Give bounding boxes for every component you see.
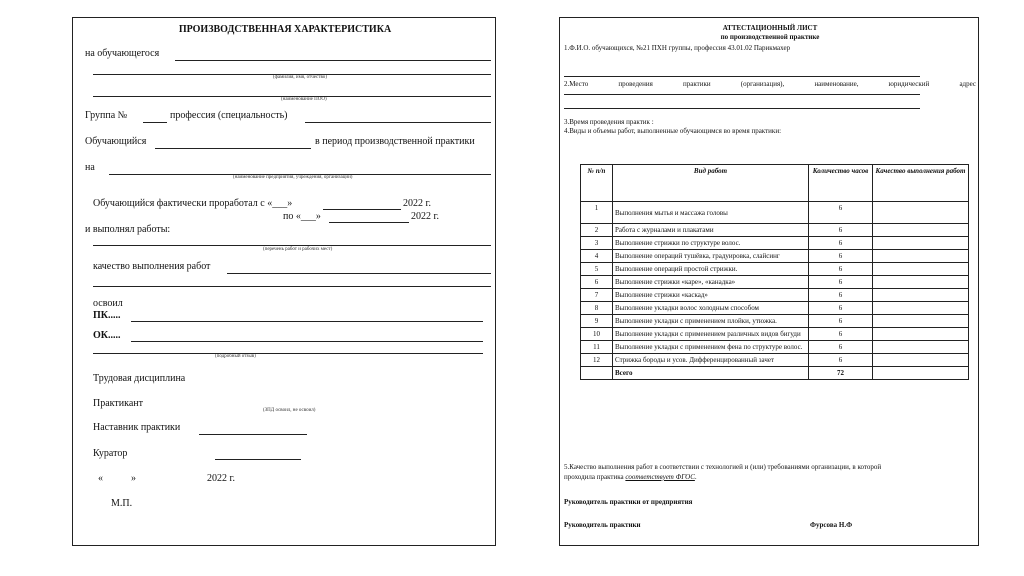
row-hours: 6 bbox=[809, 250, 873, 263]
item-2-line-2 bbox=[564, 108, 920, 109]
discipline-label: Трудовая дисциплина bbox=[93, 373, 186, 384]
row-number: 4 bbox=[581, 250, 613, 263]
group-line bbox=[143, 122, 167, 123]
item-2-word: адрес bbox=[959, 80, 976, 88]
header-quality: Качество выполнения работ bbox=[873, 165, 969, 202]
table-row bbox=[581, 328, 969, 341]
duties-text: и выполнял работы: bbox=[85, 224, 171, 235]
row-work-name: Выполнение операций тушёвка, градуировка, слайсинг bbox=[613, 250, 809, 263]
row-work-name: Выполнение стрижки «каре», «канадка» bbox=[613, 276, 809, 289]
row-number: 12 bbox=[581, 354, 613, 367]
duties-line bbox=[93, 245, 491, 246]
period-text: в период производственной практики bbox=[315, 136, 475, 147]
row-hours: 6 bbox=[809, 224, 873, 237]
header-number: № п/п bbox=[581, 165, 613, 202]
row-work-name: Выполнение укладки с применением плойки, утюжка. bbox=[613, 315, 809, 328]
item-5-line-1: 5.Качество выполнения работ в соответствии с технологией и (или) требованиями организации, в которой bbox=[564, 463, 882, 471]
row-quality bbox=[873, 354, 969, 367]
item-5-end: . bbox=[694, 473, 697, 481]
table-row bbox=[581, 250, 969, 263]
row-quality bbox=[873, 315, 969, 328]
table-row bbox=[581, 237, 969, 250]
row-work-name: Выполнение операций простой стрижки. bbox=[613, 263, 809, 276]
item-2-word: практики bbox=[683, 80, 711, 88]
quality-line bbox=[227, 273, 491, 274]
row-work-name: Выполнение укладки с применением различных видов бигуди bbox=[613, 328, 809, 341]
header-work-type: Вид работ bbox=[613, 165, 809, 202]
row-number: 1 bbox=[581, 202, 613, 224]
pk-line bbox=[131, 321, 483, 322]
year-2: 2022 г. bbox=[411, 211, 439, 222]
hint-org: (наименование ПОО) bbox=[281, 97, 327, 102]
item-1-line bbox=[564, 76, 920, 77]
to-text: по «___» bbox=[283, 211, 321, 222]
row-quality bbox=[873, 224, 969, 237]
worked-line-1 bbox=[323, 209, 401, 210]
row-hours: 6 bbox=[809, 354, 873, 367]
date-open: « bbox=[98, 473, 103, 484]
total-hours: 72 bbox=[809, 367, 873, 380]
student-line-2 bbox=[155, 148, 311, 149]
table-row bbox=[581, 341, 969, 354]
table-row bbox=[581, 276, 969, 289]
table-header-row bbox=[581, 165, 969, 202]
mastered-label: освоил bbox=[93, 298, 123, 309]
curator-line bbox=[215, 459, 301, 460]
row-number: 6 bbox=[581, 276, 613, 289]
date-year: 2022 г. bbox=[207, 473, 235, 484]
row-number: 2 bbox=[581, 224, 613, 237]
table-row bbox=[581, 202, 969, 224]
worked-text: Обучающийся фактически проработал с «___» bbox=[93, 198, 293, 209]
quality-label: качество выполнения работ bbox=[93, 261, 211, 272]
row-work-name: Выполнение укладки с применением фена по структуре волос. bbox=[613, 341, 809, 354]
row-hours: 6 bbox=[809, 302, 873, 315]
item-3: 3.Время проведения практик : bbox=[564, 118, 654, 126]
row-quality bbox=[873, 237, 969, 250]
item-2 bbox=[564, 80, 976, 88]
row-work-name: Выполнение стрижки «каскад» bbox=[613, 289, 809, 302]
row-number: 7 bbox=[581, 289, 613, 302]
row-quality bbox=[873, 341, 969, 354]
row-number: 3 bbox=[581, 237, 613, 250]
worked-line-2 bbox=[329, 222, 409, 223]
quality-line-2 bbox=[93, 286, 491, 287]
characteristic-title: ПРОИЗВОДСТВЕННАЯ ХАРАКТЕРИСТИКА bbox=[178, 24, 392, 35]
student-label-2: Обучающийся bbox=[85, 136, 147, 147]
head-name: Фурсова Н.Ф bbox=[810, 521, 853, 529]
attestation-document bbox=[559, 17, 979, 546]
row-work-name: Выполнение стрижки по структуре волос. bbox=[613, 237, 809, 250]
row-quality bbox=[873, 263, 969, 276]
ok-line bbox=[131, 341, 483, 342]
row-quality bbox=[873, 202, 969, 224]
row-number: 11 bbox=[581, 341, 613, 354]
row-hours: 6 bbox=[809, 276, 873, 289]
row-hours: 6 bbox=[809, 315, 873, 328]
head-practice: Руководитель практики bbox=[564, 521, 641, 529]
item-5-link: соответствует ФГОС bbox=[625, 473, 695, 481]
total-label: Всего bbox=[613, 367, 809, 380]
table-row bbox=[581, 289, 969, 302]
attestation-title: АТТЕСТАЦИОННЫЙ ЛИСТ bbox=[722, 24, 818, 32]
trainee-label: Практикант bbox=[93, 398, 143, 409]
item-5-prefix: проходила практика bbox=[564, 473, 624, 481]
student-label: на обучающегося bbox=[85, 48, 160, 59]
row-quality bbox=[873, 250, 969, 263]
table-total-row bbox=[581, 367, 969, 380]
row-number: 9 bbox=[581, 315, 613, 328]
curator-label: Куратор bbox=[93, 448, 128, 459]
ok-label: ОК..... bbox=[93, 330, 121, 341]
table-row bbox=[581, 302, 969, 315]
item-2-word: 2.Место bbox=[564, 80, 589, 88]
head-enterprise: Руководитель практики от предприятия bbox=[564, 498, 693, 506]
row-number: 10 bbox=[581, 328, 613, 341]
row-number: 5 bbox=[581, 263, 613, 276]
year-1: 2022 г. bbox=[403, 198, 431, 209]
item-2-word: наименование, bbox=[814, 80, 859, 88]
hint-review: (подробный отзыв) bbox=[215, 354, 256, 359]
hint-enterprise: (наименование предприятия, учреждения, организации) bbox=[233, 175, 353, 180]
student-line bbox=[175, 60, 491, 61]
item-4: 4.Виды и объемы работ, выполненные обучающимся во время практики: bbox=[564, 127, 782, 135]
attestation-subtitle: по производственной практике bbox=[720, 33, 820, 41]
pk-label: ПК..... bbox=[93, 310, 121, 321]
row-work-name: Выполнения мытья и массажа головы bbox=[613, 202, 809, 224]
on-label: на bbox=[85, 162, 95, 173]
review-line bbox=[93, 353, 483, 354]
group-prefix: Группа № bbox=[85, 110, 128, 121]
hint-duties: (перечень работ и рабочих мест) bbox=[263, 247, 333, 252]
row-hours: 6 bbox=[809, 263, 873, 276]
mentor-label: Наставник практики bbox=[93, 422, 181, 433]
row-quality bbox=[873, 289, 969, 302]
group-suffix: профессия (специальность) bbox=[170, 110, 288, 121]
hint-fio: (фамилия, имя, отчество) bbox=[273, 75, 327, 80]
header-hours: Количество часов bbox=[809, 165, 873, 202]
table-row bbox=[581, 354, 969, 367]
row-hours: 6 bbox=[809, 341, 873, 354]
profession-line bbox=[305, 122, 491, 123]
row-work-name: Стрижка бороды и усов. Дифференцированный зачет bbox=[613, 354, 809, 367]
mentor-line bbox=[199, 434, 307, 435]
row-quality bbox=[873, 276, 969, 289]
item-2-line-1 bbox=[564, 94, 920, 95]
date-close: » bbox=[131, 473, 136, 484]
row-hours: 6 bbox=[809, 328, 873, 341]
item-2-word: проведения bbox=[618, 80, 653, 88]
hint-trainee: (ЗПД освоил, не освоил) bbox=[263, 408, 316, 413]
row-hours: 6 bbox=[809, 289, 873, 302]
table-row bbox=[581, 263, 969, 276]
row-hours: 6 bbox=[809, 202, 873, 224]
table-row bbox=[581, 224, 969, 237]
item-2-word: юридический bbox=[888, 80, 930, 88]
row-number: 8 bbox=[581, 302, 613, 315]
item-2-word: (организация), bbox=[740, 80, 785, 88]
item-1: 1.Ф.И.О. обучающихся, №21 ПХН группы, профессия 43.01.02 Парикмахер bbox=[564, 44, 791, 52]
row-hours: 6 bbox=[809, 237, 873, 250]
characteristic-document bbox=[72, 17, 496, 546]
item-5-line-2 bbox=[564, 473, 697, 481]
total-number bbox=[581, 367, 613, 380]
row-work-name: Работа с журналами и плакатами bbox=[613, 224, 809, 237]
total-quality bbox=[873, 367, 969, 380]
row-quality bbox=[873, 328, 969, 341]
works-table bbox=[580, 164, 969, 380]
stamp-label: М.П. bbox=[111, 498, 133, 509]
row-quality bbox=[873, 302, 969, 315]
table-row bbox=[581, 315, 969, 328]
row-work-name: Выполнение укладки волос холодным способом bbox=[613, 302, 809, 315]
